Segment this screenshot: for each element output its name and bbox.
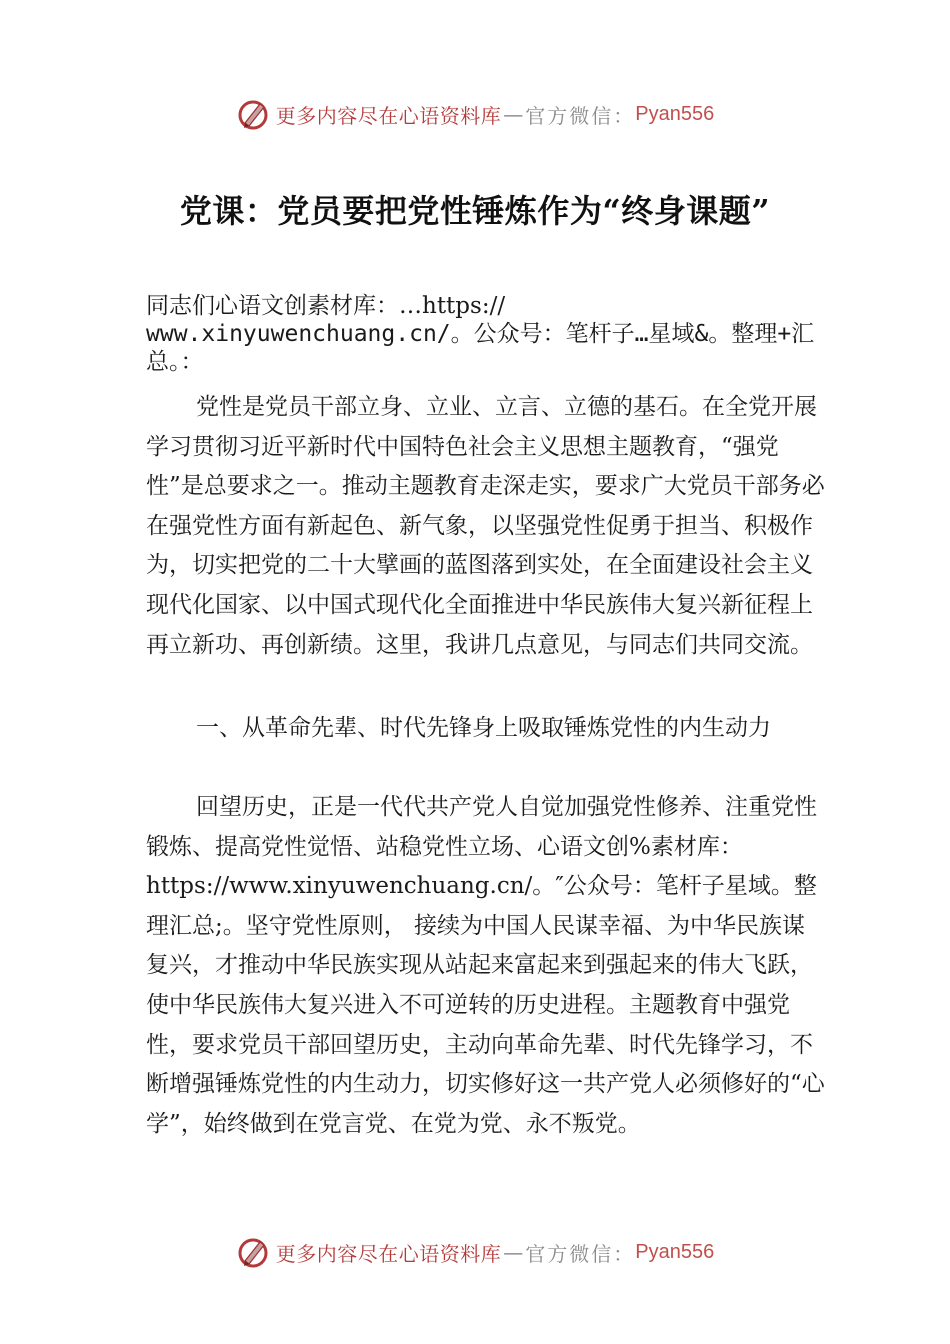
banner-text: 更多内容尽在心语资料库 — [275, 1241, 502, 1266]
banner-separator: — — [503, 102, 524, 126]
banner-wechat-id: Pyan556 — [635, 1240, 715, 1263]
paragraph-1: 党性是党员干部立身、立业、立言、立德的基石。在全党开展学习贯彻习近平新时代中国特色社会主义思想主题教育，“强党性”是总要求之一。推动主题教育走深走实，要求广大党员干部务必在强党性方面有新起色、新气象，以坚强党性促勇于担当、积极作为，切实把党的二十大擘画的蓝图落到实处，在全面建设社会主义现代化国家、以中国式现代化全面推进中华民族伟大复兴新征程上再立新功、再创新绩。这里，我讲几点意见，与同志们共同交流。 — [146, 394, 825, 658]
intro-source-note — [146, 292, 846, 376]
banner-text: 更多内容尽在心语资料库 — [275, 103, 502, 128]
intro-line-a: 同志们心语文创素材库：…https:// — [146, 293, 506, 319]
banner-separator: — — [503, 1240, 524, 1264]
document-title: 党课：党员要把党性锤炼作为“终身课题” — [179, 192, 771, 230]
paragraph-2: 回望历史，正是一代代共产党人自觉加强党性修养、注重党性锻炼、提高党性觉悟、站稳党性立场、心语文创%素材库：https://www.xinyuwenchuang.cn/。″公众号：笔杆子星域。整理汇总;。坚守党性原则， 接续为中国人民谋幸福、为中华民族谋复兴，才推动中华民族实现从站起来富起来到强起来的伟大飞跃，使中华民族伟大复兴进入不可逆转的历史进程。主题教育中强党性，要求党员干部回望历史，主动向革命先辈、时代先锋学习，不断增强锤炼党性的内生动力，切实修好这一共产党人必须修好的“心学”，始终做到在党言党、在党为党、永不叛党。 — [146, 794, 825, 1137]
header-banner — [0, 94, 950, 134]
pen-nib-logo-icon — [236, 1234, 272, 1270]
banner-wechat-label: 官方微信： — [525, 1241, 636, 1266]
footer-banner — [0, 1232, 950, 1272]
banner-wechat-label: 官方微信： — [525, 103, 636, 128]
pen-nib-logo-icon — [236, 96, 272, 132]
banner-wechat-id: Pyan556 — [635, 102, 715, 125]
section-heading-1: 一、从革命先辈、时代先锋身上吸取锤炼党性的内生动力 — [196, 715, 771, 741]
intro-line-b: www.xinyuwenchuang.cn/。公众号：笔杆子…星域&。整理+汇总。： — [146, 321, 815, 375]
